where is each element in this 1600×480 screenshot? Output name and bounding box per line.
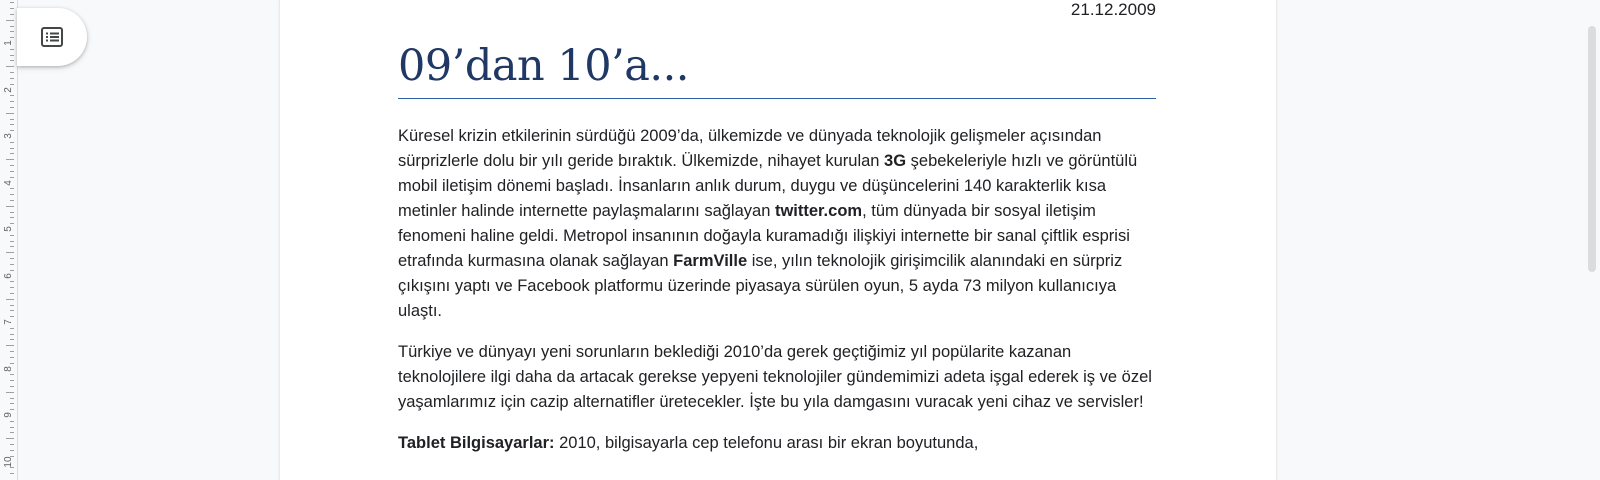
ruler-tick [10,55,14,56]
ruler-tick [6,345,14,346]
ruler-tick [6,20,14,21]
ruler-number: 8 [3,365,14,372]
paragraph-intro [398,124,1158,324]
ruler-tick [10,281,14,282]
bold-term-3g: 3G [884,152,907,170]
ruler-tick [10,427,14,428]
scrollbar-thumb[interactable] [1588,26,1596,272]
ruler-tick [10,14,14,15]
ruler-tick [10,450,14,451]
ruler-number: 3 [3,133,14,139]
ruler-tick [10,95,14,96]
ruler-tick [6,392,14,393]
list-outline-icon [41,27,63,47]
ruler-tick [10,351,14,352]
ruler-tick [10,107,14,108]
ruler-tick [10,328,14,329]
ruler-tick [10,217,14,218]
ruler-tick [10,305,14,306]
ruler-tick [6,206,14,207]
ruler-tick [10,241,14,242]
paragraph-tablets [398,431,1158,456]
ruler-number: 6 [3,272,14,279]
document-title: 09’dan 10’a... [398,41,689,91]
ruler-tick [10,398,14,399]
ruler-tick [10,380,14,381]
vertical-ruler[interactable] [0,0,18,480]
ruler-tick [10,258,14,259]
ruler-tick [6,438,14,439]
document-body[interactable] [398,124,1158,472]
ruler-tick [10,235,14,236]
ruler-tick [10,8,14,9]
bold-term-twitter: twitter.com [774,202,863,220]
ruler-tick [6,252,14,253]
bold-term-farmville: FarmVille [673,252,748,270]
ruler-tick [10,148,14,149]
ruler-tick [10,188,14,189]
ruler-tick [10,49,14,50]
show-outline-button[interactable] [17,8,87,66]
ruler-tick [10,37,14,38]
document-page[interactable] [280,0,1276,480]
paragraph-text: Küresel krizin etkilerinin sürdüğü 2009’da, ülkemizde ve dünyada teknolojik gelişmeler açısından sürprizlerle dolu bir yılı geride bıraktık. Ülkemizde, nihayet kurulan [398,127,1102,170]
ruler-number: 4 [3,179,14,186]
ruler-tick [10,287,14,288]
ruler-tick [10,386,14,387]
paragraph-text: şebekeleriyle hızlı ve görüntülü mobil iletişim dönemi başladı. İnsanların anlık durum, duygu ve düşüncelerini 140 karakterlik kısa metinler halinde internette paylaşmalarını sağlayan [398,152,1138,220]
paragraph-text: , tüm dünyada bir sosyal iletişim fenomeni haline geldi. Metropol insanının doğayla kuramadığı ilişkiyi internette bir sanal çiftlik esprisi etrafında kurmasına olanak sağlayan [398,202,1130,270]
ruler-tick [10,339,14,340]
ruler-number: 9 [3,412,14,418]
ruler-tick [10,264,14,265]
ruler-tick [10,310,14,311]
ruler-tick [10,200,14,201]
ruler-tick [10,171,14,172]
ruler-tick [10,444,14,445]
ruler-tick [10,473,14,474]
ruler-number: 2 [3,86,14,93]
ruler-tick [10,374,14,375]
ruler-tick [6,113,14,114]
section-label-tablets: Tablet Bilgisayarlar: [398,434,555,452]
ruler-tick [10,60,14,61]
ruler-tick [10,246,14,247]
ruler-tick [10,124,14,125]
ruler-tick [10,293,14,294]
ruler-tick [10,101,14,102]
ruler-tick [10,165,14,166]
ruler-tick [10,26,14,27]
vertical-scrollbar[interactable] [1584,0,1600,480]
ruler-tick [10,2,14,3]
ruler-tick [10,119,14,120]
ruler-tick [10,212,14,213]
ruler-tick [10,142,14,143]
ruler-tick [10,403,14,404]
ruler-tick [10,421,14,422]
ruler-tick [10,467,14,468]
ruler-tick [10,334,14,335]
ruler-tick [6,299,14,300]
ruler-tick [6,159,14,160]
ruler-number: 7 [3,319,14,325]
ruler-tick [10,78,14,79]
ruler-tick [10,31,14,32]
ruler-number: 10 [3,455,14,468]
ruler-number: 1 [3,40,14,46]
ruler-tick [6,66,14,67]
ruler-number: 5 [3,226,14,232]
ruler-tick [10,432,14,433]
ruler-tick [10,72,14,73]
ruler-tick [10,194,14,195]
ruler-tick [10,153,14,154]
paragraph-outlook: Türkiye ve dünyayı yeni sorunların beklediği 2010’da gerek geçtiğimiz yıl popülarite kazanan teknolojilere ilgi daha da artacak gerekse yepyeni teknolojiler gündemimizi adeta işgal ederek iş ve özel yaşamlarımız için cazip alternatifler üretecekler. İşte bu yıla damgasını vuracak yeni cihaz ve servisler! [398,343,1152,411]
paragraph-text: ise, yılın teknolojik girişimcilik alanındaki en sürpriz çıkışını yaptı ve Facebook platformu üzerinde piyasaya sürülen oyun, 5 ayda 73 milyon kullanıcıya ulaştı. [398,252,1123,320]
title-divider [398,98,1156,99]
paragraph-text: 2010, bilgisayarla cep telefonu arası bir ekran boyutunda, [554,434,979,452]
ruler-tick [10,357,14,358]
document-date: 21.12.2009 [1070,0,1156,19]
